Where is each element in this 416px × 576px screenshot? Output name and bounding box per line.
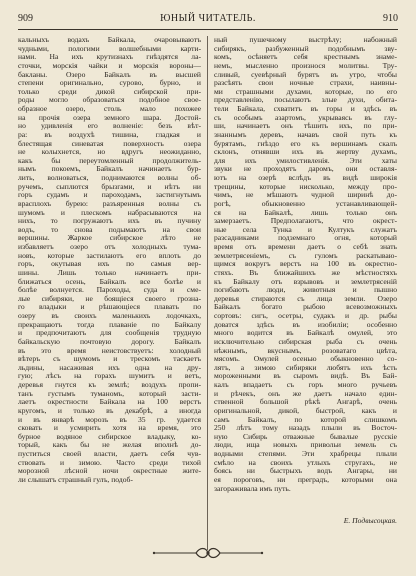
text-line: кругомъ, и только въ декабрѣ, а иногда <box>18 405 201 415</box>
text-line: нѣжнымъ, вкуснымъ, розоватаго цвѣта, <box>214 345 397 355</box>
text-line: блестящая синеватая поверхность озера <box>18 138 201 148</box>
text-line: бурятамъ, гнѣздо его къ вершинамъ скалъ <box>214 138 397 148</box>
text-line: ный пушечному выстрѣлу; набожный <box>214 36 397 44</box>
text-line: врасплохъ бурею: разъяренныя волны съ <box>18 198 201 208</box>
text-line: кальныхъ водахъ Байкала, очаровываютъ <box>18 36 201 44</box>
text-line: и предпочитаютъ для сообщенія трудную <box>18 328 201 338</box>
text-line: ея пороговъ, ни преградъ, которыми она <box>214 474 397 484</box>
text-line: степени оригинально, сурово, бурно, и <box>18 78 201 88</box>
text-line: сортовъ: сигъ, осетры, судакъ и др. рыбы <box>214 311 397 320</box>
text-line: болѣе волнуется. Пароходы, суда и сме- <box>18 285 201 295</box>
text-line: но удивленія его волненіе: безъ вѣт- <box>18 121 201 131</box>
text-line: въ это время неистовствуетъ: холодный <box>18 345 201 355</box>
text-line: мороженными въ сыромъ видѣ. Въ Бай- <box>214 371 397 381</box>
text-line: чимъ, не мѣшаютъ чудной ширинѣ до- <box>214 190 397 200</box>
text-line: водными степями. Эти храбрецы плыли <box>214 449 397 458</box>
text-line: съ особымъ азартомъ, укрываясь въ глу- <box>214 112 397 122</box>
text-line: образное озеро, столь мало похожее <box>18 104 201 113</box>
text-line: гую; лѣсъ на горахъ шумитъ и ветъ, <box>18 371 201 381</box>
text-line: боясь ни быстрыхъ водъ Ангары, ни <box>214 466 397 476</box>
text-line: комъ, осѣняетъ себя крестнымъ знаме- <box>214 52 397 62</box>
left-text-column <box>18 36 201 548</box>
text-line: для ихъ умилостивленія. Эти хаты <box>214 155 397 165</box>
text-line: 250 лѣтъ тому назадъ плыли въ Восточ- <box>214 423 397 433</box>
text-line: лить, волноваться, поднимаются волны об- <box>18 173 201 182</box>
page-number-right: 910 <box>383 13 398 24</box>
text-line: ли слышатъ страшный гулъ, подоб- <box>18 474 133 484</box>
text-line: новъ, которые застилаютъ его вплоть до <box>18 250 201 260</box>
text-line: время отъ времени даетъ о себѣ знать <box>214 242 397 251</box>
text-line: калъ впадаетъ съ горъ много ручьевъ <box>214 380 397 389</box>
text-line: ютъ на озерѣ вслѣдъ въ видѣ широкія <box>214 173 397 182</box>
right-text-column <box>214 36 397 548</box>
text-line: смѣло на своихъ утлыхъ стругахъ, не <box>214 457 397 467</box>
text-line: бакланы. Озеро Байкалъ въ высшей <box>18 69 201 79</box>
text-line: и рѣчекъ, онъ же даетъ начало един- <box>214 388 397 398</box>
text-line: избавляетъ озеро отъ холодныхъ тума- <box>18 242 201 251</box>
text-line: ную Сибирь отважные бывалые русскіе <box>214 431 397 441</box>
text-line: го владыки и рѣшающіеся плавать по <box>18 302 201 312</box>
text-line: оригинальной, дикой, быстрой, какъ и <box>214 405 397 415</box>
text-line: горъ, окутывая ихъ по самыя вер- <box>18 259 201 269</box>
text-line: самъ Байкалъ, по которой слишкомъ <box>214 414 397 424</box>
text-line: деревья стираются съ лица земли. Озеро <box>214 293 397 303</box>
text-line: щимся вокругъ верстъ на 100 въ окрестно- <box>214 259 397 269</box>
text-line: погибаютъ люди, животныя и пышно <box>214 285 397 295</box>
text-line: только среди дикой сибирской при- <box>18 86 201 96</box>
text-line: шумомъ и плескомъ набрасываются на <box>18 207 201 217</box>
text-line: лятъ, а зимою сибиряки любятъ ихъ ѣсть <box>214 362 397 372</box>
text-line: сковать и усмирить хотя на время, это <box>18 423 201 433</box>
text-line: замерзаетъ. Предполагаютъ, что окрест- <box>214 216 397 226</box>
text-line: немъ, мысленно произнося молитвы. Тру- <box>214 60 397 70</box>
text-line: разсѣять свои ночные страхи, наивны- <box>214 78 397 88</box>
decorative-ornament <box>150 546 266 560</box>
text-line: на прочія озера земного шара. Достой- <box>18 112 201 122</box>
text-line: лаетъ окрестности Байкала на 100 верстъ <box>18 397 201 407</box>
running-title: ЮНЫЙ ЧИТАТЕЛЬ. <box>160 13 256 24</box>
text-line: представленію, посылаютъ злые духи, обита- <box>214 95 397 105</box>
text-line: байкальскую почтовую дорогу. Байкалъ <box>18 336 201 346</box>
column-divider <box>207 36 208 550</box>
text-line: ствовать и зимою. Часто среди тихой <box>18 457 201 467</box>
text-line: нихъ, то погружаютъ ихъ въ пучину <box>18 216 201 226</box>
text-line: ся на Байкалѣ, лишь только онъ <box>214 207 397 217</box>
text-line: стяхъ. Въ ближайшихъ же мѣстностяхъ <box>214 267 397 277</box>
text-line: вершины. Жаркое сибирское лѣто не <box>18 233 201 243</box>
text-line: пуститься своей власти, даетъ себя чув- <box>18 449 201 458</box>
text-line: тели Байкала, схватитъ въ горы и здѣсь въ <box>214 104 397 113</box>
text-line: льдины, насаживая ихъ одна на дру- <box>18 362 201 372</box>
text-line: шины. Лишь только начинаетъ при- <box>18 267 201 277</box>
text-line: не колыхнется, но вдругъ неожиданно, <box>18 147 201 157</box>
text-line: ные села Тунка и Култукъ служатъ <box>214 224 397 234</box>
text-line: бурное водяное сибирское владыку, ко- <box>18 431 201 441</box>
text-line: люди, ища новыхъ привольи земель съ <box>214 440 397 450</box>
text-line: ра: въ воздухѣ тишина, гладкая и <box>18 129 201 139</box>
text-line: нымъ покоемъ, Байкалъ начинаетъ бур- <box>18 164 201 174</box>
text-line: ши, начинаетъ онъ тѣшить ихъ, по при- <box>214 121 397 131</box>
text-line: ручемъ, сыплются брызгами, и нѣтъ ни <box>18 181 201 191</box>
text-line: роды могло образоваться подобное свое- <box>18 95 201 105</box>
text-line: торый, какъ бы не желая вполнѣ до- <box>18 440 201 450</box>
text-line: морозной лѣсной ночи окрестные жите- <box>18 466 201 476</box>
text-line: озеру въ своихъ маленькихъ лодочкахъ, <box>18 311 201 320</box>
text-line: сливый, суевѣрный бурятъ въ утро, чтобы <box>214 69 397 79</box>
text-line: ближаться осень, Байкалъ все болѣе и <box>18 276 201 286</box>
page-header <box>18 10 398 28</box>
text-line: звуки не проходятъ даромъ, они оставля- <box>214 164 397 174</box>
text-line: какъ бы переутомленный продолжитель- <box>18 155 201 165</box>
text-line: деревья гнутся къ землѣ; воздухъ пропи- <box>18 380 201 389</box>
text-line: сибирякъ, разбуженный подобнымъ зву- <box>214 43 397 53</box>
text-line: разсадниками подземнаго огня, который <box>214 233 397 243</box>
text-line: къ Байкалу отъ взрывовъ и землетрясеній <box>214 276 397 286</box>
text-line: склонъ, отнявши ихъ въ жертву духамъ, <box>214 147 397 157</box>
text-line: прекращаютъ тогда плаваніе по Байкалу <box>18 319 201 329</box>
text-line: сточки, морскія чайки и морскія вороны— <box>18 60 201 70</box>
text-line: землетрясеніемъ, съ гуломъ раскатываю- <box>214 250 397 260</box>
text-line: ми страшными духами, которые, по его <box>214 86 397 96</box>
text-line: трещины, которые нисколько, между про- <box>214 181 397 191</box>
header-rule <box>18 29 398 30</box>
text-line: знаннымъ деревъ, начавъ свой путь къ <box>214 129 397 139</box>
text-line: нами. На ихъ крутизнахъ гнѣздятся ла- <box>18 52 201 62</box>
text-line: вѣтеръ съ шумомъ и трескомъ таскаетъ <box>18 354 201 364</box>
text-line: водъ, то снова подымаютъ на свои <box>18 224 201 234</box>
text-line: мясомъ. Омулей осенью обыкновенно со- <box>214 354 397 364</box>
text-line: танъ густымъ туманомъ, который засти- <box>18 388 201 398</box>
text-line: рогѣ, обыкновенно устанавливающей- <box>214 198 397 208</box>
author-signature: Е. Подвысоцкая. <box>343 516 397 525</box>
text-line: много водится въ Байкалѣ омулей, это <box>214 328 397 338</box>
text-line: Байкалъ богато рыбою всевозможныхъ <box>214 302 397 312</box>
text-line: горъ судамъ и пароходамъ, застигнутымъ <box>18 190 201 200</box>
page-number-left: 909 <box>18 13 33 24</box>
text-line: и въ январѣ морозъ въ 35 гр. удается <box>18 414 201 424</box>
text-line: исключительно сибирская рыба съ очень <box>214 336 397 346</box>
text-line: ственной большой рѣкѣ Ангарѣ, очень <box>214 397 397 407</box>
text-line: лые сибиряки, не боящіеся своего грозна- <box>18 293 201 303</box>
text-line: загораживала имъ путь. <box>214 483 291 493</box>
text-line: чудными, пологими волшебными карти- <box>18 43 201 53</box>
text-line: доватся здѣсь въ изобиліи; особенно <box>214 319 397 329</box>
